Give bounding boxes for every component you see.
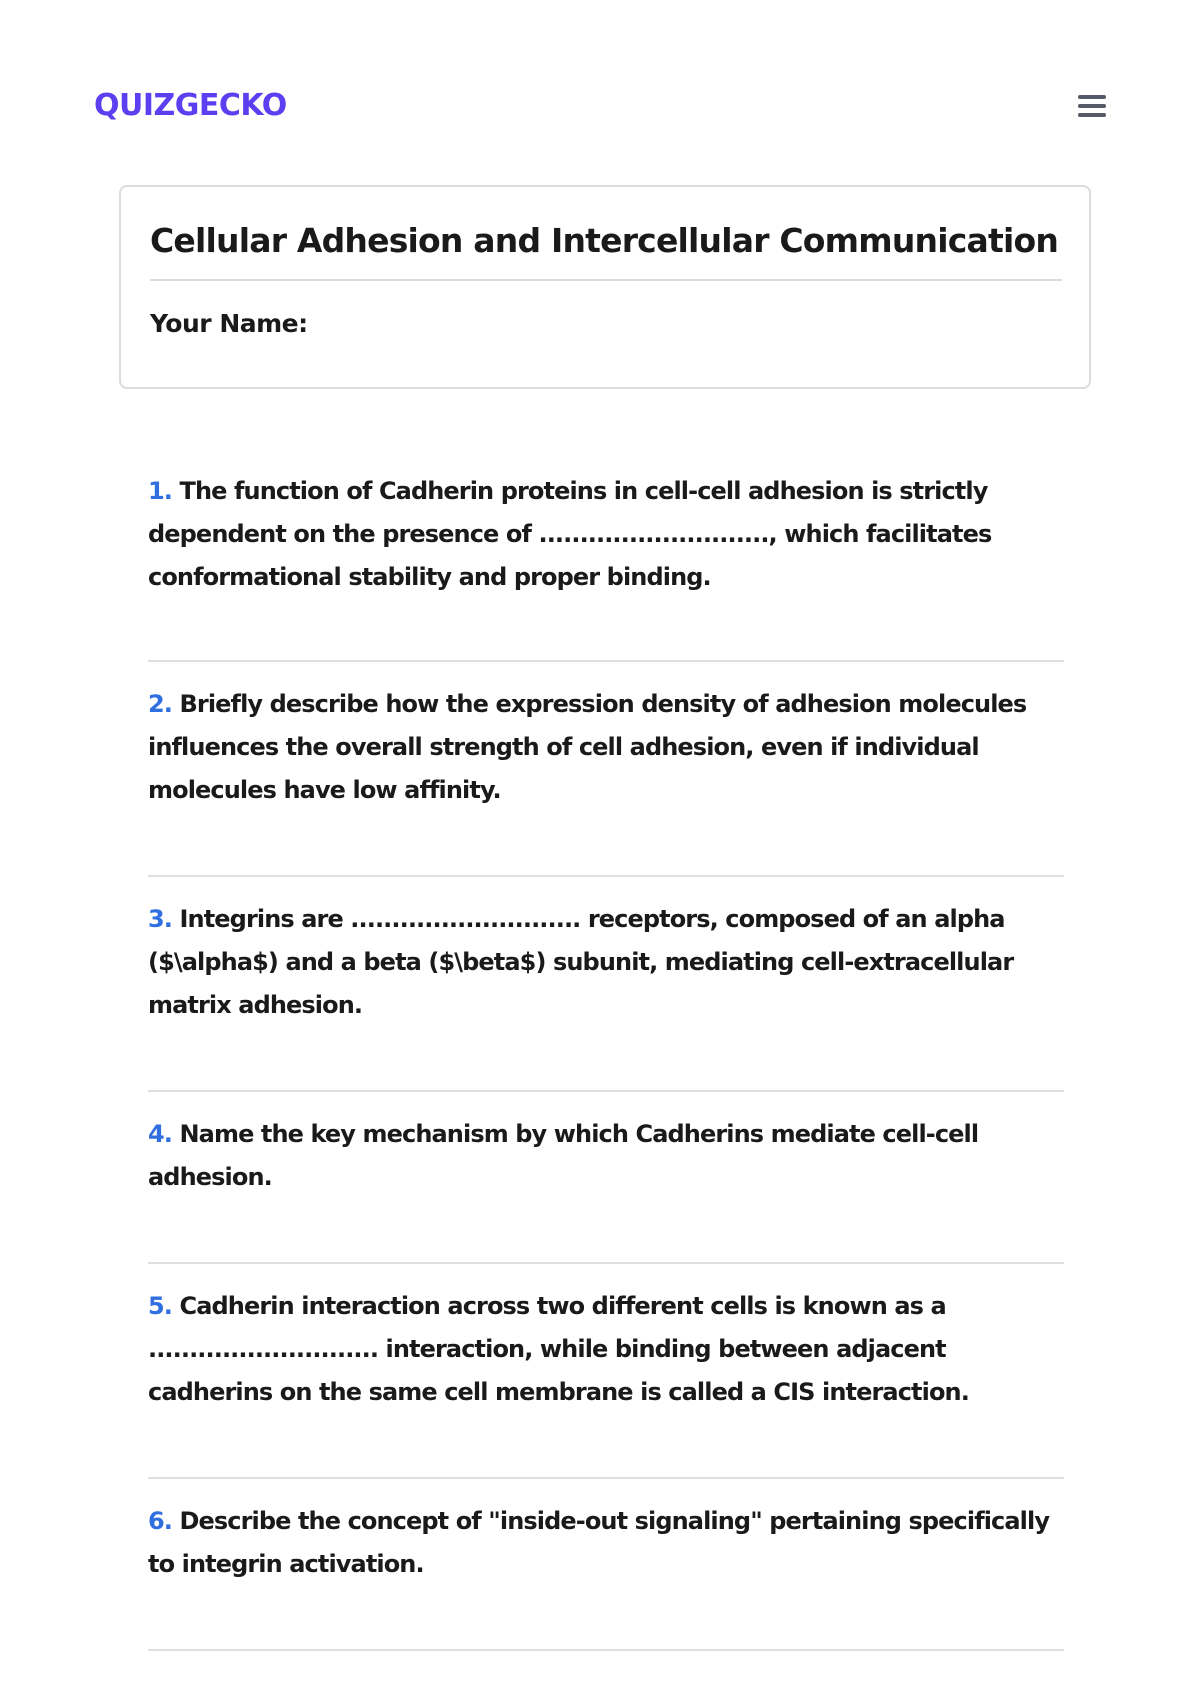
question-text [148,1113,1064,1199]
question-number: 4. [148,1120,173,1148]
question-text [148,470,1064,599]
question-body: The function of Cadherin proteins in cell-cell adhesion is strictly dependent on the presence of ............................, which facilitates conformational stability and proper binding. [148,477,992,591]
question-5 [148,1264,1064,1479]
question-2 [148,662,1064,877]
question-body: Briefly describe how the expression density of adhesion molecules influences the overall strength of cell adhesion, even if individual molecules have low affinity. [148,690,1027,804]
worksheet-title: Cellular Adhesion and Intercellular Communication [150,221,1059,260]
question-body: Cadherin interaction across two different cells is known as a ............................ interaction, while binding between adjacent cadherins on the same cell membrane is called a CIS interaction. [148,1292,969,1406]
question-text [148,1285,1064,1414]
title-divider [150,279,1062,281]
question-3 [148,877,1064,1092]
your-name-label: Your Name: [150,309,308,338]
question-6 [148,1479,1064,1651]
question-number: 1. [148,477,173,505]
question-number: 5. [148,1292,173,1320]
menu-bar [1078,113,1106,117]
question-list [148,470,1064,1651]
menu-bar [1078,95,1106,99]
menu-bar [1078,104,1106,108]
question-text [148,1500,1064,1586]
question-number: 3. [148,905,173,933]
quizgecko-logo[interactable]: QUIZGECKO [94,88,287,123]
question-number: 6. [148,1507,173,1535]
question-body: Describe the concept of "inside-out signaling" pertaining specifically to integrin activation. [148,1507,1050,1578]
worksheet-title-card [119,185,1091,389]
site-header [94,86,1106,126]
question-body: Integrins are ............................ receptors, composed of an alpha ($\alpha$) and a beta ($\beta$) subunit, mediating cell-extracellular matrix adhesion. [148,905,1014,1019]
question-text [148,898,1064,1027]
question-text [148,683,1064,812]
question-body: Name the key mechanism by which Cadherins mediate cell-cell adhesion. [148,1120,979,1191]
question-1 [148,470,1064,662]
hamburger-menu-icon[interactable] [1078,94,1106,118]
question-number: 2. [148,690,173,718]
question-4 [148,1092,1064,1264]
